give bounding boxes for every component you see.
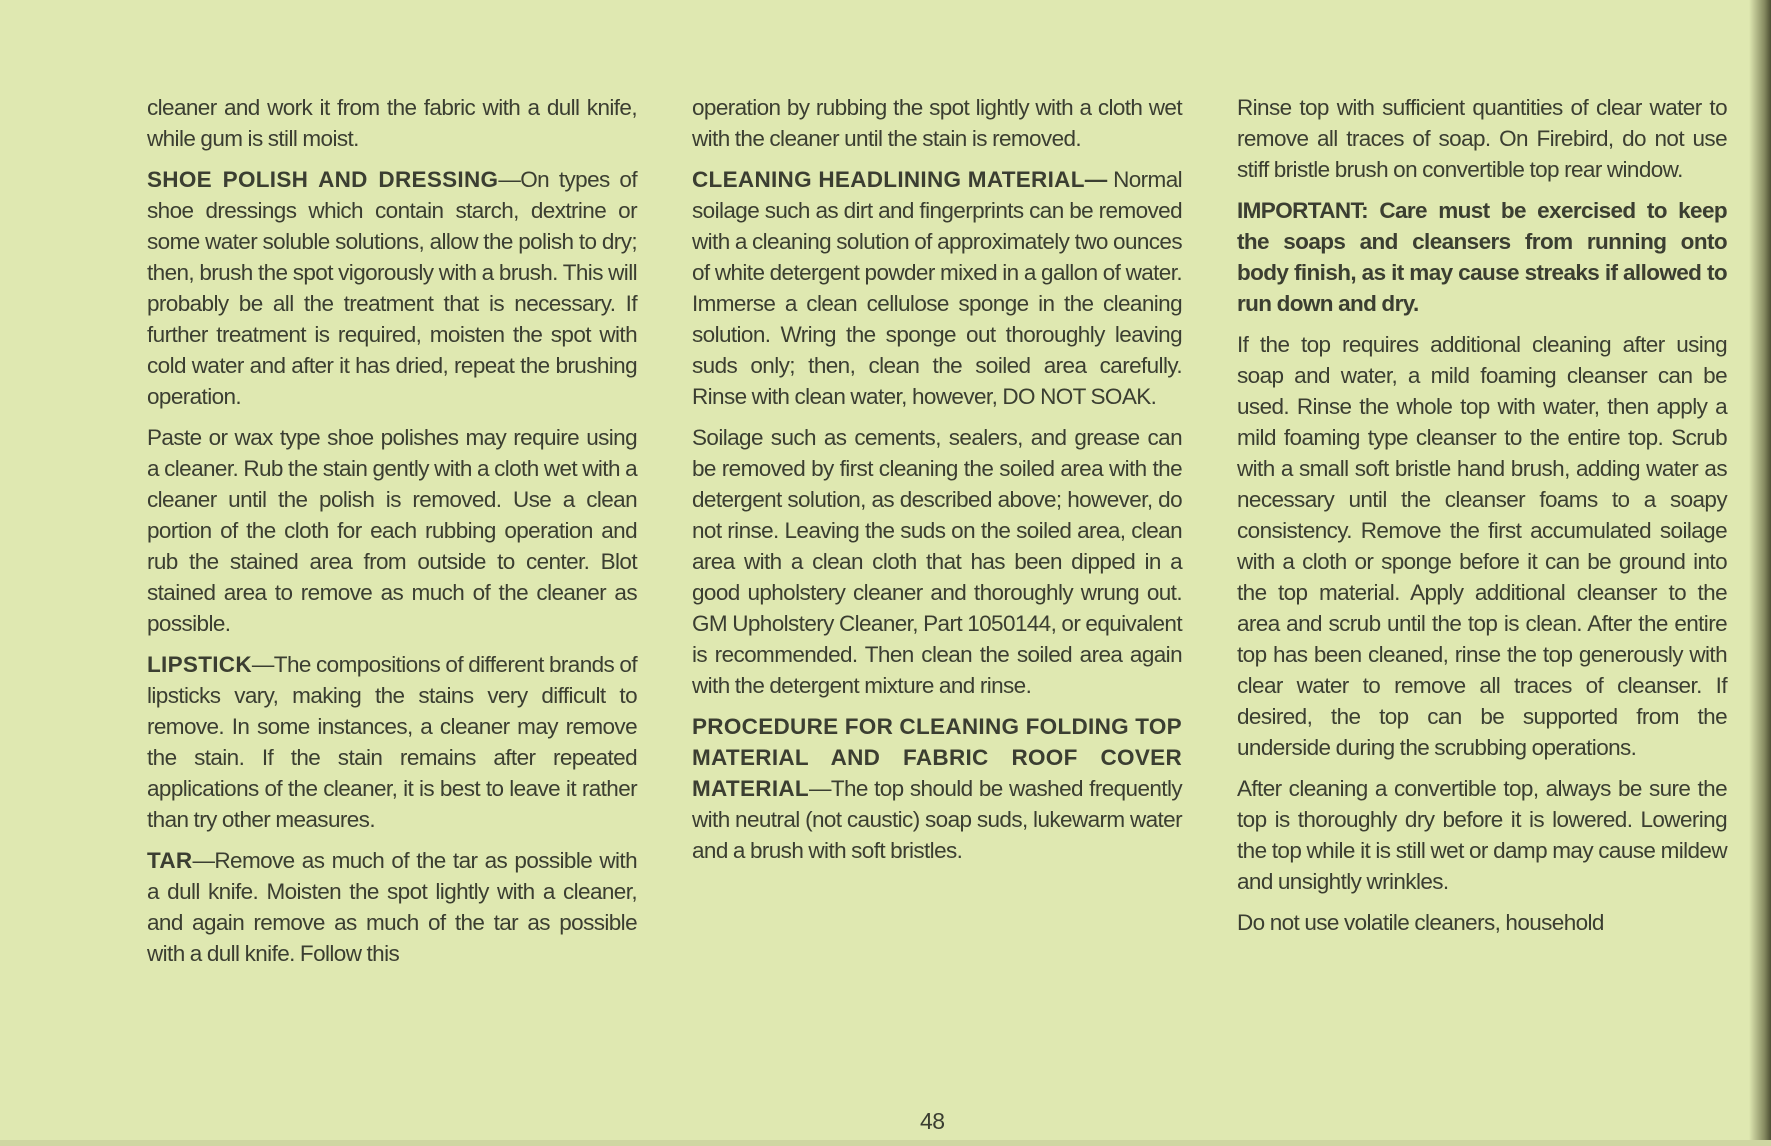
section-heading: SHOE POLISH AND DRESSING (147, 167, 499, 192)
column-1 (147, 92, 637, 979)
page-number: 48 (920, 1108, 945, 1134)
section-heading: LIPSTICK (147, 652, 252, 677)
section-text: —On types of shoe dressings which contain starch, dextrine or some water soluble solutions, allow the polish to dry; then, brush the spot vigorously with a brush. This will probably be all the treatment that is necessary. If further treatment is required, moisten the spot with cold water and after it has dried, repeat the brushing operation. (147, 167, 637, 409)
paragraph-shoe-polish (147, 164, 637, 412)
column-2 (692, 92, 1182, 876)
section-text: —Remove as much of the tar as possible with a dull knife. Moisten the spot lightly with a cleaner, and again remove as much of the tar as possible with a dull knife. Follow this (147, 848, 637, 966)
paragraph: Paste or wax type shoe polishes may require using a cleaner. Rub the stain gently with a cloth wet with a cleaner until the polish is removed. Use a clean portion of the cloth for each rubbing operation and rub the stained area from outside to center. Blot stained area to remove as much of the cleaner as possible. (147, 425, 637, 636)
paragraph-lipstick (147, 649, 637, 835)
section-heading: TAR (147, 848, 193, 873)
column-3 (1237, 92, 1727, 948)
paragraph: cleaner and work it from the fabric with a dull knife, while gum is still moist. (147, 95, 637, 151)
paragraph: Rinse top with sufficient quantities of clear water to remove all traces of soap. On Firebird, do not use stiff bristle brush on convertible top rear window. (1237, 95, 1727, 182)
paragraph-procedure (692, 711, 1182, 866)
important-note: IMPORTANT: Care must be exercised to keep the soaps and cleansers from running onto body finish, as it may cause streaks if allowed to run down and dry. (1237, 198, 1727, 316)
page-edge-shadow (1749, 0, 1771, 1146)
section-text: —The compositions of different brands of lipsticks vary, making the stains very difficult to remove. In some instances, a cleaner may remove the stain. If the stain remains after repeated applications of the cleaner, it is best to leave it rather than try other measures. (147, 652, 637, 832)
paragraph: Soilage such as cements, sealers, and grease can be removed by first cleaning the soiled area with the detergent solution, as described above; however, do not rinse. Leaving the suds on the soiled area, clean area with a clean cloth that has been dipped in a good upholstery cleaner and thoroughly wrung out. GM Upholstery Cleaner, Part 1050144, or equivalent is recommended. Then clean the soiled area again with the detergent mixture and rinse. (692, 425, 1182, 698)
paragraph-tar (147, 845, 637, 969)
paragraph-headlining (692, 164, 1182, 412)
paragraph: After cleaning a convertible top, always be sure the top is thoroughly dry before it is lowered. Lowering the top while it is still wet or damp may cause mildew and unsightly wrinkles. (1237, 776, 1727, 894)
paragraph: operation by rubbing the spot lightly with a cloth wet with the cleaner until the stain is removed. (692, 95, 1182, 151)
section-text: Normal soilage such as dirt and fingerprints can be removed with a cleaning solution of approximately two ounces of white detergent powder mixed in a gallon of water. Immerse a clean cellulose sponge in the cleaning solution. Wring the sponge out thoroughly leaving suds only; then, clean the soiled area carefully. Rinse with clean water, however, DO NOT SOAK. (692, 167, 1183, 409)
section-text: —The top should be washed frequently with neutral (not caustic) soap suds, lukewarm water and a brush with soft bristles. (692, 776, 1182, 863)
section-heading: PROCEDURE FOR CLEANING FOLDING TOP MATERIAL AND FABRIC ROOF COVER MATERIAL (692, 714, 1182, 801)
paragraph: Do not use volatile cleaners, household (1237, 910, 1604, 935)
paragraph: If the top requires additional cleaning after using soap and water, a mild foaming cleanser can be used. Rinse the whole top with water, then apply a mild foaming type cleanser to the entire top. Scrub with a small soft bristle hand brush, adding water as necessary until the cleanser foams to a soapy consistency. Remove the first accumulated soilage with a cloth or sponge before it can be ground into the top material. Apply additional cleanser to the area and scrub until the top is clean. After the entire top has been cleaned, rinse the top generously with clear water to remove all traces of cleanser. If desired, the top can be supported from the underside during the scrubbing operations. (1237, 332, 1727, 760)
section-heading: CLEANING HEADLINING MATERIAL— (692, 167, 1108, 192)
page-bottom-edge (0, 1140, 1771, 1146)
